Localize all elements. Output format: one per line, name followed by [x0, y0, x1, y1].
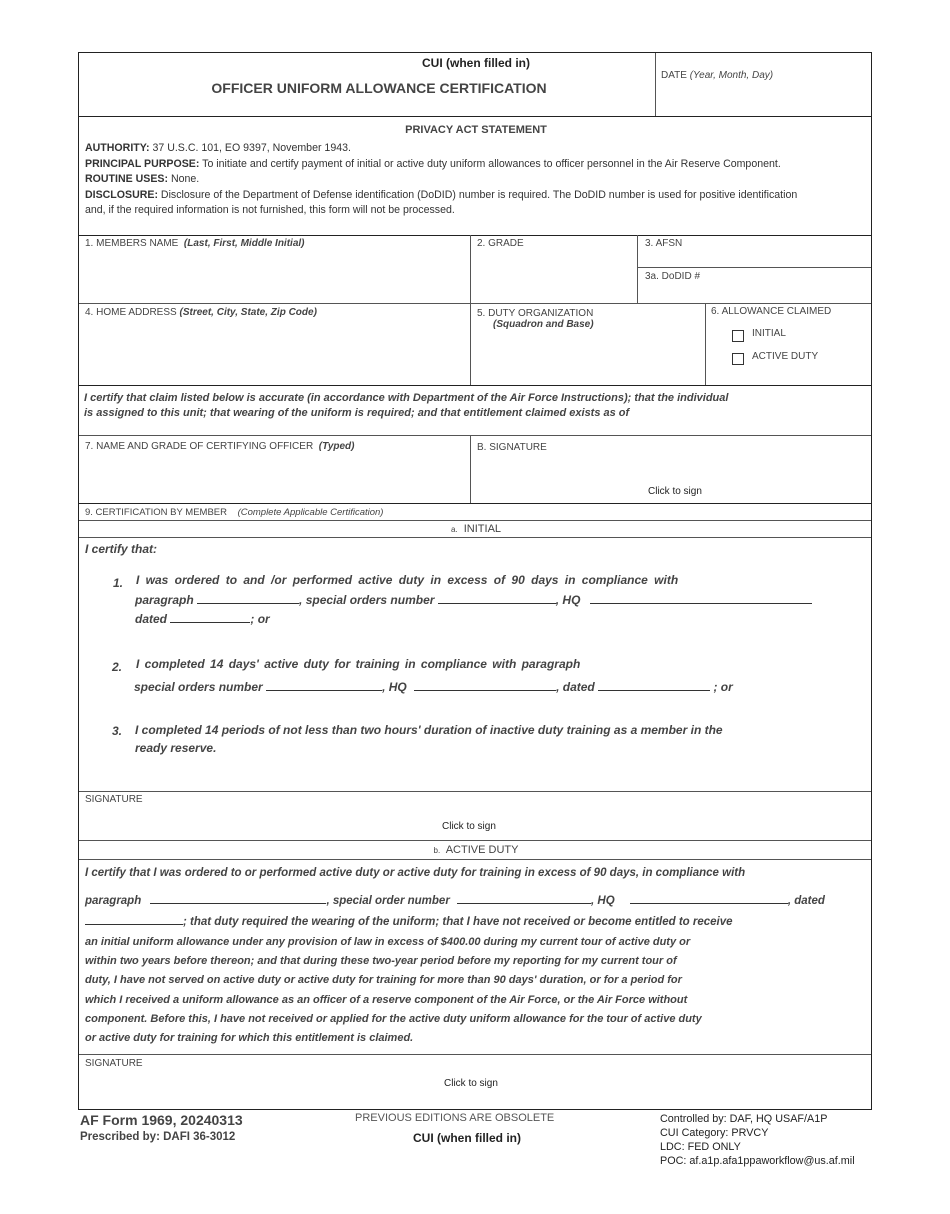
active-duty-paragraph-input[interactable] [150, 891, 326, 904]
member-certification-label: 9. CERTIFICATION BY MEMBER [85, 507, 227, 518]
active-duty-line-3-text: ; that duty required the wearing of the uniform; that I have not received or become entitled to receive [183, 916, 733, 928]
initial-title: INITIAL [463, 523, 502, 535]
obsolete-notice: PREVIOUS EDITIONS ARE OBSOLETE [355, 1112, 555, 1124]
dodid-field[interactable]: 3a. DoDID # [645, 271, 701, 282]
active-duty-line-8: component. Before this, I have not received or applied for the active duty uniform allowance for the tour of active duty [85, 1012, 702, 1025]
item-2-special-orders-label: special orders number [134, 680, 263, 694]
item-3-line-1: I completed 14 periods of not less than two hours' duration of inactive duty training as a member in the [135, 723, 723, 737]
item-2-special-orders-input[interactable] [266, 678, 382, 691]
active-duty-checkbox[interactable] [732, 353, 744, 365]
poc: POC: af.a1p.afa1ppaworkflow@us.af.mil [660, 1155, 855, 1167]
item-1-line-3 [135, 610, 270, 626]
active-duty-line-9: or active duty for training for which this entitlement is claimed. [85, 1032, 414, 1045]
afsn-field[interactable]: 3. AFSN [645, 238, 683, 249]
active-duty-paragraph-label: paragraph [85, 895, 142, 907]
active-duty-signature-label: SIGNATURE [85, 1058, 143, 1069]
item-2-number: 2. [112, 660, 123, 674]
date-field[interactable] [661, 70, 773, 81]
privacy-heading: PRIVACY ACT STATEMENT [405, 124, 547, 136]
privacy-statement [85, 141, 869, 219]
item-2-text: I completed 14 days' active duty for training in compliance with paragraph [136, 657, 581, 671]
purpose-text: To initiate and certify payment of initial or active duty uniform allowances to officer personnel in the Air Reserve Component. [199, 157, 781, 170]
duty-org-hint: (Squadron and Base) [493, 319, 594, 330]
officer-signature-label: B. SIGNATURE [477, 442, 547, 453]
certifying-officer-hint: (Typed) [318, 441, 355, 452]
item-1-dated-label: dated [135, 612, 168, 626]
item-3-number: 3. [112, 724, 123, 738]
active-duty-click-to-sign[interactable]: Click to sign [444, 1078, 498, 1089]
disclosure-line [85, 188, 869, 204]
active-duty-line-4: an initial uniform allowance under any provision of law in excess of $400.00 during my current tour of active duty or [85, 936, 691, 948]
routine-line [85, 172, 869, 188]
item-1-dated-input[interactable] [170, 610, 250, 623]
active-duty-line-1: I certify that I was ordered to or performed active duty or active duty for training in excess of 90 days, in compliance with [85, 867, 746, 879]
active-duty-line-2 [85, 891, 825, 907]
purpose-line [85, 157, 869, 173]
initial-checkbox[interactable] [732, 330, 744, 342]
home-address-label: 4. HOME ADDRESS [85, 307, 177, 318]
initial-option-label: INITIAL [752, 328, 786, 339]
active-duty-dated-label: , dated [787, 895, 825, 907]
item-1-hq-input[interactable] [590, 591, 812, 604]
active-duty-special-order-label: , special order number [326, 895, 450, 907]
active-duty-option-label: ACTIVE DUTY [752, 351, 819, 362]
active-duty-line-7: which I received a uniform allowance as an officer of a reserve component of the Air Force, or the Air Force without [85, 993, 688, 1006]
item-1-number: 1. [113, 576, 124, 590]
item-2-or: ; or [713, 680, 733, 694]
cui-top-marking: CUI (when filled in) [422, 56, 530, 70]
purpose-label: PRINCIPAL PURPOSE: [85, 157, 200, 170]
item-1-paragraph-label: paragraph [135, 593, 194, 607]
item-1-paragraph-input[interactable] [197, 591, 299, 604]
authority-label: AUTHORITY: [85, 142, 150, 154]
date-hint: (Year, Month, Day) [689, 70, 774, 81]
item-1-special-orders-input[interactable] [438, 591, 556, 604]
active-duty-line-6: duty, I have not served on active duty or active duty for training for more than 90 days' duration, or for a period for [85, 974, 682, 987]
item-2-dated-label: , dated [556, 680, 595, 694]
ldc: LDC: FED ONLY [660, 1141, 741, 1153]
certifying-officer-field[interactable] [85, 441, 355, 452]
initial-section-heading [79, 523, 873, 535]
form-id: AF Form 1969, 20240313 [80, 1112, 243, 1128]
prescribed-by: Prescribed by: DAFI 36-3012 [80, 1131, 236, 1143]
item-1-text: I was ordered to and /or performed active duty in excess of 90 days in compliance with [136, 573, 679, 587]
active-duty-title: ACTIVE DUTY [445, 844, 519, 856]
item-2-hq-input[interactable] [414, 678, 556, 691]
cui-category: CUI Category: PRVCY [660, 1127, 769, 1139]
officer-click-to-sign[interactable]: Click to sign [648, 486, 702, 497]
certify-line-2: is assigned to this unit; that wearing of the uniform is required; and that entitlement claimed exists as of [84, 407, 630, 419]
active-duty-body [85, 933, 702, 1048]
active-duty-letter: b. [433, 846, 441, 855]
members-name-field[interactable] [85, 238, 304, 249]
item-2-line-2 [134, 678, 733, 694]
initial-signature-label: SIGNATURE [85, 794, 143, 805]
uniform-allowance-form [78, 52, 872, 1110]
members-name-label: 1. MEMBERS NAME [85, 238, 179, 249]
active-duty-dated-input[interactable] [85, 912, 183, 925]
authority-text: 37 U.S.C. 101, EO 9397, November 1943. [149, 142, 351, 154]
item-2-dated-input[interactable] [598, 678, 710, 691]
controlled-by: Controlled by: DAF, HQ USAF/A1P [660, 1113, 828, 1125]
disclosure-text-1: Disclosure of the Department of Defense identification (DoDID) number is required. The DoDID number is used for positive identification [157, 188, 798, 201]
cui-bottom-marking: CUI (when filled in) [413, 1131, 521, 1145]
duty-org-label: 5. DUTY ORGANIZATION [477, 308, 594, 319]
routine-label: ROUTINE USES: [85, 173, 168, 185]
active-duty-line-3 [85, 912, 733, 928]
item-3-text [135, 721, 723, 757]
allowance-claimed-label: 6. ALLOWANCE CLAIMED [711, 306, 832, 317]
member-certification-heading [85, 507, 383, 518]
certify-that: I certify that: [85, 542, 158, 556]
item-3-line-2: ready reserve. [135, 741, 217, 755]
cui-control-block [660, 1112, 855, 1168]
authority-line [85, 141, 869, 157]
grade-field[interactable]: 2. GRADE [477, 238, 524, 249]
date-label: DATE [661, 70, 687, 81]
duty-organization-field[interactable] [477, 308, 594, 330]
home-address-field[interactable] [85, 307, 317, 318]
active-duty-line-5: within two years before thereon; and that during these two-year period before my reporting for my current tour of [85, 955, 677, 968]
home-address-hint: (Street, City, State, Zip Code) [179, 307, 317, 318]
item-2-hq-label: , HQ [382, 680, 407, 694]
active-duty-special-order-input[interactable] [457, 891, 591, 904]
certifying-officer-label: 7. NAME AND GRADE OF CERTIFYING OFFICER [85, 441, 314, 452]
form-title: OFFICER UNIFORM ALLOWANCE CERTIFICATION [211, 80, 547, 96]
certify-statement [84, 391, 728, 421]
disclosure-label: DISCLOSURE: [85, 188, 158, 201]
item-1-hq-label: , HQ [555, 593, 581, 607]
item-1-line-2 [135, 591, 812, 607]
member-certification-hint: (Complete Applicable Certification) [237, 507, 384, 518]
certify-line-1: I certify that claim listed below is accurate (in accordance with Department of the Air Force Instructions); that the individual [84, 392, 729, 404]
initial-click-to-sign[interactable]: Click to sign [442, 821, 496, 832]
active-duty-section-heading [79, 844, 873, 856]
members-name-hint: (Last, First, Middle Initial) [183, 238, 305, 249]
disclosure-line-2: and, if the required information is not furnished, this form will not be processed. [85, 204, 455, 216]
active-duty-hq-input[interactable] [630, 891, 788, 904]
item-1-special-orders-label: , special orders number [299, 593, 435, 607]
active-duty-hq-label: , HQ [591, 895, 615, 907]
routine-text: None. [168, 173, 200, 185]
initial-letter: a. [450, 525, 458, 534]
item-1-or: ; or [250, 612, 270, 626]
